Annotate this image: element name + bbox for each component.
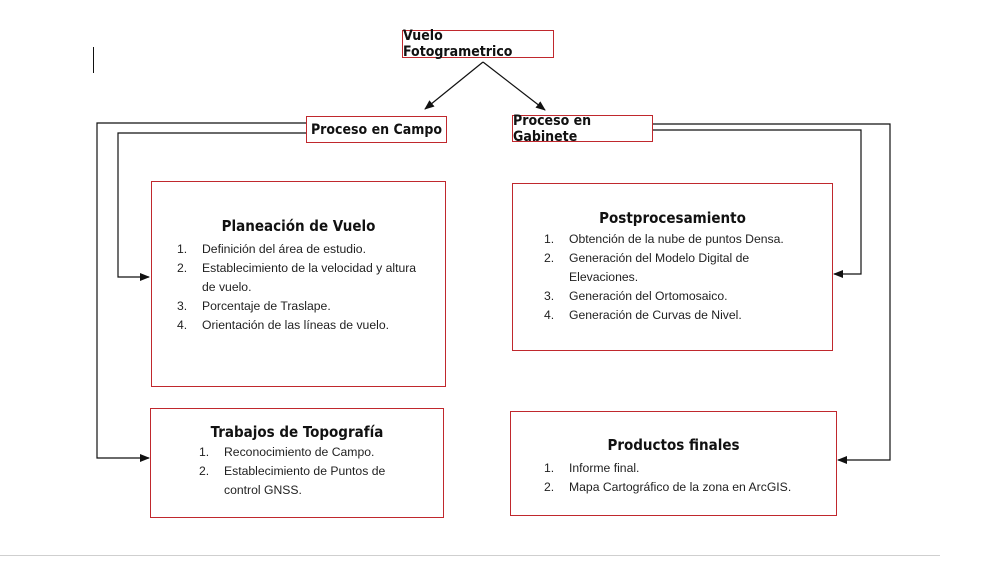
list-item: 4. Generación de Curvas de Nivel.	[544, 308, 742, 322]
box-topografia	[150, 408, 444, 518]
list-item: 2. Establecimiento de Puntos de control GNSS.	[199, 464, 386, 497]
productos-list	[544, 459, 826, 497]
list-item: 3. Porcentaje de Traslape.	[177, 299, 331, 313]
postprocesamiento-title: Postprocesamiento	[599, 209, 746, 227]
branch-gabinete	[512, 112, 653, 145]
branch-campo	[306, 116, 447, 143]
topografia-title: Trabajos de Topografía	[210, 423, 384, 441]
page-divider	[0, 555, 940, 556]
list-item: 2. Establecimiento de la velocidad y altura de vuelo.	[177, 261, 417, 294]
list-item: 1. Definición del área de estudio.	[177, 242, 366, 256]
planeacion-list	[177, 240, 431, 335]
list-item: 1. Reconocimiento de Campo.	[199, 445, 375, 459]
arrow-root-to-gabinete	[483, 62, 545, 110]
list-item: 1. Obtención de la nube de puntos Densa.	[544, 232, 784, 246]
branch-campo-label: Proceso en Campo	[310, 121, 443, 138]
list-item: 4. Orientación de las líneas de vuelo.	[177, 318, 389, 332]
box-productos	[510, 411, 837, 516]
branch-gabinete-label: Proceso en Gabinete	[513, 112, 592, 145]
topografia-list	[199, 443, 413, 500]
box-planeacion	[151, 181, 446, 387]
list-item: 2. Generación del Modelo Digital de Elevaciones.	[544, 251, 750, 284]
root-node	[402, 30, 554, 58]
productos-title: Productos finales	[607, 436, 740, 454]
root-label: Vuelo Fotogrametrico	[403, 28, 513, 60]
arrow-root-to-campo	[425, 62, 483, 109]
postprocesamiento-list	[544, 230, 802, 325]
planeacion-title: Planeación de Vuelo	[221, 217, 376, 235]
list-item: 2. Mapa Cartográfico de la zona en ArcGIS.	[544, 480, 792, 494]
list-item: 1. Informe final.	[544, 461, 640, 475]
list-item: 3. Generación del Ortomosaico.	[544, 289, 728, 303]
box-postprocesamiento	[512, 183, 833, 351]
